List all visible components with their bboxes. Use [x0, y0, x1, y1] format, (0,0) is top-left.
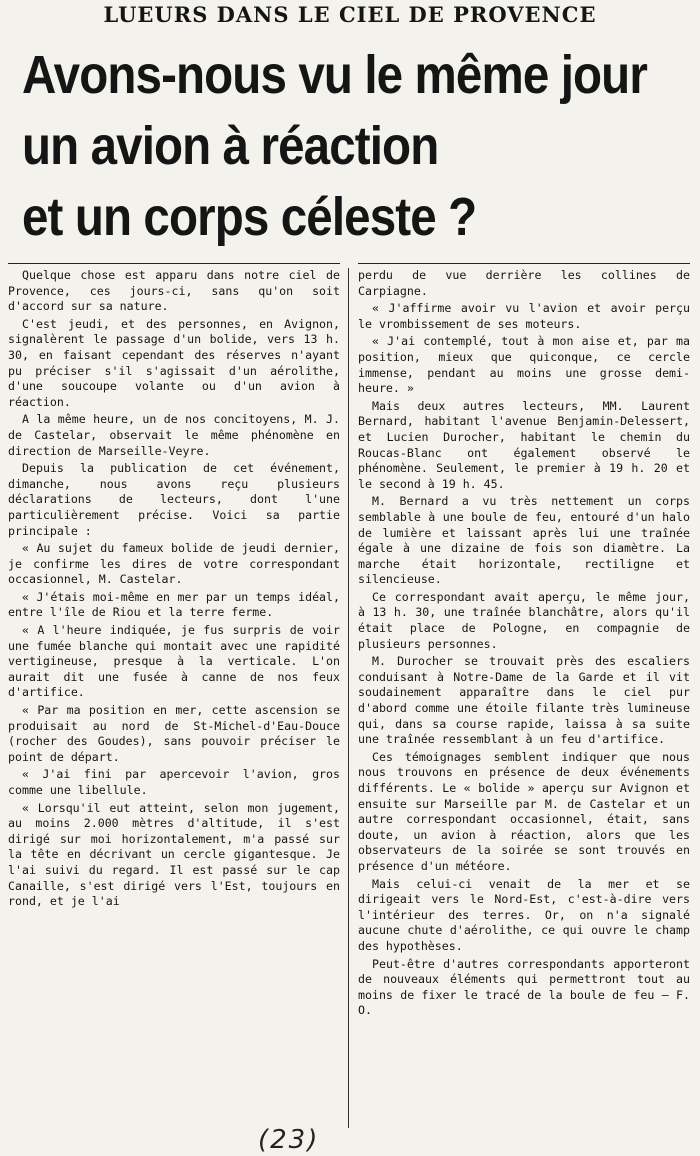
handwritten-page-mark: (23): [258, 1125, 320, 1155]
headline-line: un avion à réaction: [22, 116, 439, 176]
paragraph: « J'étais moi-même en mer par un temps idéal, entre l'île de Riou et la terre ferme.: [8, 589, 340, 620]
paragraph: Peut-être d'autres correspondants apporteront de nouveaux éléments qui permettront tout au moins de fixer le tracé de la boule de feu — F. O.: [358, 956, 690, 1018]
column-divider: [348, 268, 349, 1128]
paragraph: Mais deux autres lecteurs, MM. Laurent Bernard, habitant l'avenue Benjamin-Delessert, et Lucien Durocher, habitant le chemin du Roucas-Blanc ont également observé le phénomène. Seulement, le premier à 19 h. 20 et le second à 19 h. 45.: [358, 398, 690, 491]
headline-line: et un corps céleste ?: [22, 187, 477, 247]
right-column-rule: [358, 263, 690, 264]
paragraph: « J'affirme avoir vu l'avion et avoir perçu le vrombissement de ses moteurs.: [358, 301, 690, 331]
headline-line: Avons-nous vu le même jour: [22, 45, 647, 105]
paragraph: Ces témoignages semblent indiquer que nous nous trouvons en présence de deux événements différents. Le « bolide » aperçu sur Avignon et ensuite sur Marseille par M. de Castelar et un autre correspondant occasionnel, était, sans doute, un avion à réaction, alors que les observateurs de la soirée se sont trouvés en présence d'un météore.: [358, 749, 690, 873]
paragraph: « J'ai fini par apercevoir l'avion, gros comme une libellule.: [8, 767, 340, 797]
paragraph: Depuis la publication de cet événement, dimanche, nous avons reçu plusieurs déclarations de lecteurs, dont l'une particulièrement précise. Voici sa partie principale :: [8, 461, 340, 538]
paragraph: perdu de vue derrière les collines de Carpiagne.: [358, 268, 690, 298]
left-column: [8, 268, 340, 1128]
paragraph: A la même heure, un de nos concitoyens, M. J. de Castelar, observait le même phénomène en direction de Marseille-Veyre.: [8, 412, 340, 458]
paragraph: M. Durocher se trouvait près des escaliers conduisant à Notre-Dame de la Garde et il vit soudainement apparaître dans le ciel pur d'abord comme une étoile filante très lumineuse qui, dans sa course rapide, laissa à sa suite une traînée ressemblant à un feu d'artifice.: [358, 654, 690, 747]
paragraph: « Au sujet du fameux bolide de jeudi dernier, je confirme les dires de votre correspondant occasionnel, M. Castelar.: [8, 541, 340, 587]
paragraph: « Par ma position en mer, cette ascension se produisait au nord de St-Michel-d'Eau-Douce (rocher des Goudes), sans pouvoir préciser le point de départ.: [8, 703, 340, 764]
paragraph: « J'ai contemplé, tout à mon aise et, par ma position, mieux que quiconque, ce cercle immense, pendant au moins une grosse demi-heure. »: [358, 334, 690, 396]
paragraph: Mais celui-ci venait de la mer et se dirigeait vers le Nord-Est, c'est-à-dire vers l'intérieur des terres. Or, on n'a signalé aucune chute d'aérolithe, ce qui ouvre le champ des hypothèses.: [358, 876, 690, 953]
paragraph: M. Bernard a vu très nettement un corps semblable à une boule de feu, entouré d'un halo de lumière et laissant après lui une traînée égale à une dizaine de fois son diamètre. La marche était horizontale, rectiligne et silencieuse.: [358, 494, 690, 587]
paragraph: Ce correspondant avait aperçu, le même jour, à 13 h. 30, une traînée blanchâtre, alors qu'il était place de Pologne, en compagnie de plusieurs personnes.: [358, 589, 690, 651]
left-column-rule: [8, 263, 340, 264]
right-column: [358, 268, 690, 1124]
paragraph: Quelque chose est apparu dans notre ciel de Provence, ces jours-ci, sans qu'on soit d'accord sur sa nature.: [8, 268, 340, 314]
article-kicker: LUEURS DANS LE CIEL DE PROVENCE: [103, 2, 597, 27]
paragraph: « Lorsqu'il eut atteint, selon mon jugement, au moins 2.000 mètres d'altitude, il s'est dirigé sur moi horizontalement, m'a passé sur la tête en décrivant un cercle gigantesque. Je l'ai suivi du regard. Il est passé sur le cap Canaille, s'est dirigé vers l'Est, toujours en rond, et je l'ai: [8, 800, 340, 909]
paragraph: « A l'heure indiquée, je fus surpris de voir une fumée blanche qui montait avec une rapidité vertigineuse, presque à la verticale. L'on aurait dit une fusée à canne de nos feux d'artifice.: [8, 623, 340, 700]
article-headline: [22, 40, 647, 253]
paragraph: C'est jeudi, et des personnes, en Avignon, signalèrent le passage d'un bolide, vers 13 h. 30, en faisant cependant des réserves n'ayant pu préciser s'il s'agissait d'un aérolithe, d'une soucoupe volante ou d'un avion à réaction.: [8, 316, 340, 409]
